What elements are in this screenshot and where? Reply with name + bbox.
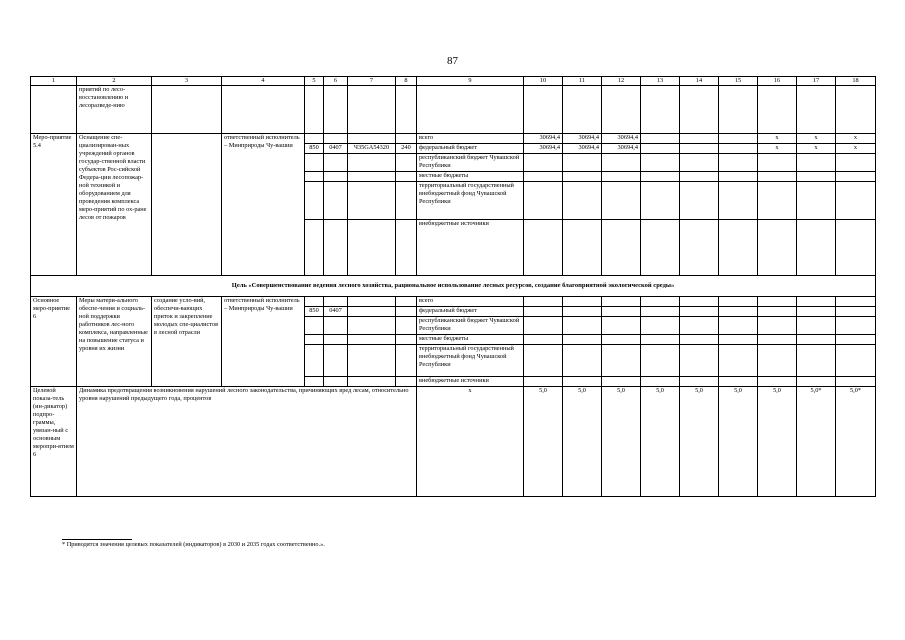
funding-source: местные бюджеты [417,172,524,182]
code-cell: 0407 [324,144,348,154]
indicator-value: 5,0 [641,387,680,497]
value-cell: x [758,134,797,144]
value-cell: x [836,144,876,154]
value-cell: x [797,144,836,154]
header-cell: 5 [305,77,324,86]
code-cell: 0407 [324,307,348,317]
value-cell: 30694,4 [524,144,563,154]
indicator-label: Целевой показа-тель (ин-дикатор) подпро-граммы, увязан-ный с основным меропри-ятием 6 [31,387,77,497]
header-cell: 10 [524,77,563,86]
funding-source: территориальный государственный внебюджетный фонд Чувашской Республики [417,182,524,220]
indicator-value: 5,0 [719,387,758,497]
header-cell: 16 [758,77,797,86]
expected-result: создание усло-вий, обеспечи-вающих приток и закрепление молодых спе-циалистов в лесной отрасли [152,297,222,387]
header-cell: 6 [324,77,348,86]
value-cell: 30694,4 [602,144,641,154]
funding-source: внебюджетные источники [417,377,524,387]
code-cell: 850 [305,307,324,317]
value-cell: x [797,134,836,144]
funding-source: республиканский бюджет Чувашской Республики [417,154,524,172]
footnote-divider [62,539,132,540]
page-number: 87 [447,55,458,67]
header-cell: 2 [77,77,152,86]
funding-source: федеральный бюджет [417,307,524,317]
code-cell: 240 [396,144,417,154]
value-cell: x [758,144,797,154]
header-cell: 14 [680,77,719,86]
header-cell: 11 [563,77,602,86]
measure-description: Меры матери-ального обеспе-чения и социаль-ной поддержки работников лес-ного комплекса, направленные на повышение статуса и уровня их жизни [77,297,152,387]
continued-description: приятий по лесо-восстановлению и лесоразведе-нию [77,86,152,134]
indicator-value: 5,0* [797,387,836,497]
header-cell: 12 [602,77,641,86]
indicator-value: 5,0 [758,387,797,497]
measure-label: Меро-приятие 5.4 [31,134,77,276]
program-table [30,76,876,497]
footnote: * Приводятся значения целевых показателей (индикаторов) в 2030 и 2035 годах соответственно.». [62,541,325,548]
funding-source: республиканский бюджет Чувашской Республики [417,317,524,335]
continuation-row [31,86,876,134]
funding-source: территориальный государственный внебюджетный фонд Чувашской Республики [417,345,524,377]
value-cell: 30694,4 [602,134,641,144]
value-cell: 30694,4 [563,134,602,144]
table-row [31,134,876,144]
header-cell: 3 [152,77,222,86]
funding-source: всего [417,297,524,307]
header-cell: 9 [417,77,524,86]
value-cell: x [836,134,876,144]
indicator-value: 5,0 [680,387,719,497]
funding-source: внебюджетные источники [417,220,524,276]
funding-source: всего [417,134,524,144]
measure-label: Основное меро-приятие 6 [31,297,77,387]
header-cell: 18 [836,77,876,86]
indicator-value: 5,0 [563,387,602,497]
executor-cell: ответственный исполнитель – Минприроды Чу-вашии [222,134,305,276]
funding-source: местные бюджеты [417,335,524,345]
table-row [31,297,876,307]
indicator-value: 5,0 [602,387,641,497]
header-row [31,77,876,86]
goal-title: Цель «Совершенствование ведения лесного хозяйства, рациональное использование лесных ресурсов, создание благоприятной экологической среды» [31,276,876,297]
code-cell: 850 [305,144,324,154]
header-cell: 1 [31,77,77,86]
header-cell: 15 [719,77,758,86]
measure-description: Оснащение спе-циализирован-ных учреждений органов государ-ственной власти субъектов Рос-сийской Федера-ции лесопожар-ной техникой и оборудованием для проведения комплекса меро-приятий по ох-ране лесов от пожаров [77,134,152,276]
header-cell: 8 [396,77,417,86]
header-cell: 13 [641,77,680,86]
header-cell: 17 [797,77,836,86]
indicator-text: Динамика предотвращения возникновения нарушений лесного законодательства, причиняющих вред лесам, относительно уровня нарушений предыдущего года, процентов [77,387,417,497]
value-cell: 30694,4 [524,134,563,144]
value-cell: 30694,4 [563,144,602,154]
indicator-value: 5,0 [524,387,563,497]
header-cell: 4 [222,77,305,86]
indicator-code: x [417,387,524,497]
header-cell: 7 [348,77,396,86]
executor-cell: ответственный исполнитель – Минприроды Чу-вашии [222,297,305,387]
goal-row [31,276,876,297]
funding-source: федеральный бюджет [417,144,524,154]
indicator-row [31,387,876,497]
code-cell: Ч35GA54320 [348,144,396,154]
indicator-value: 5,0* [836,387,876,497]
